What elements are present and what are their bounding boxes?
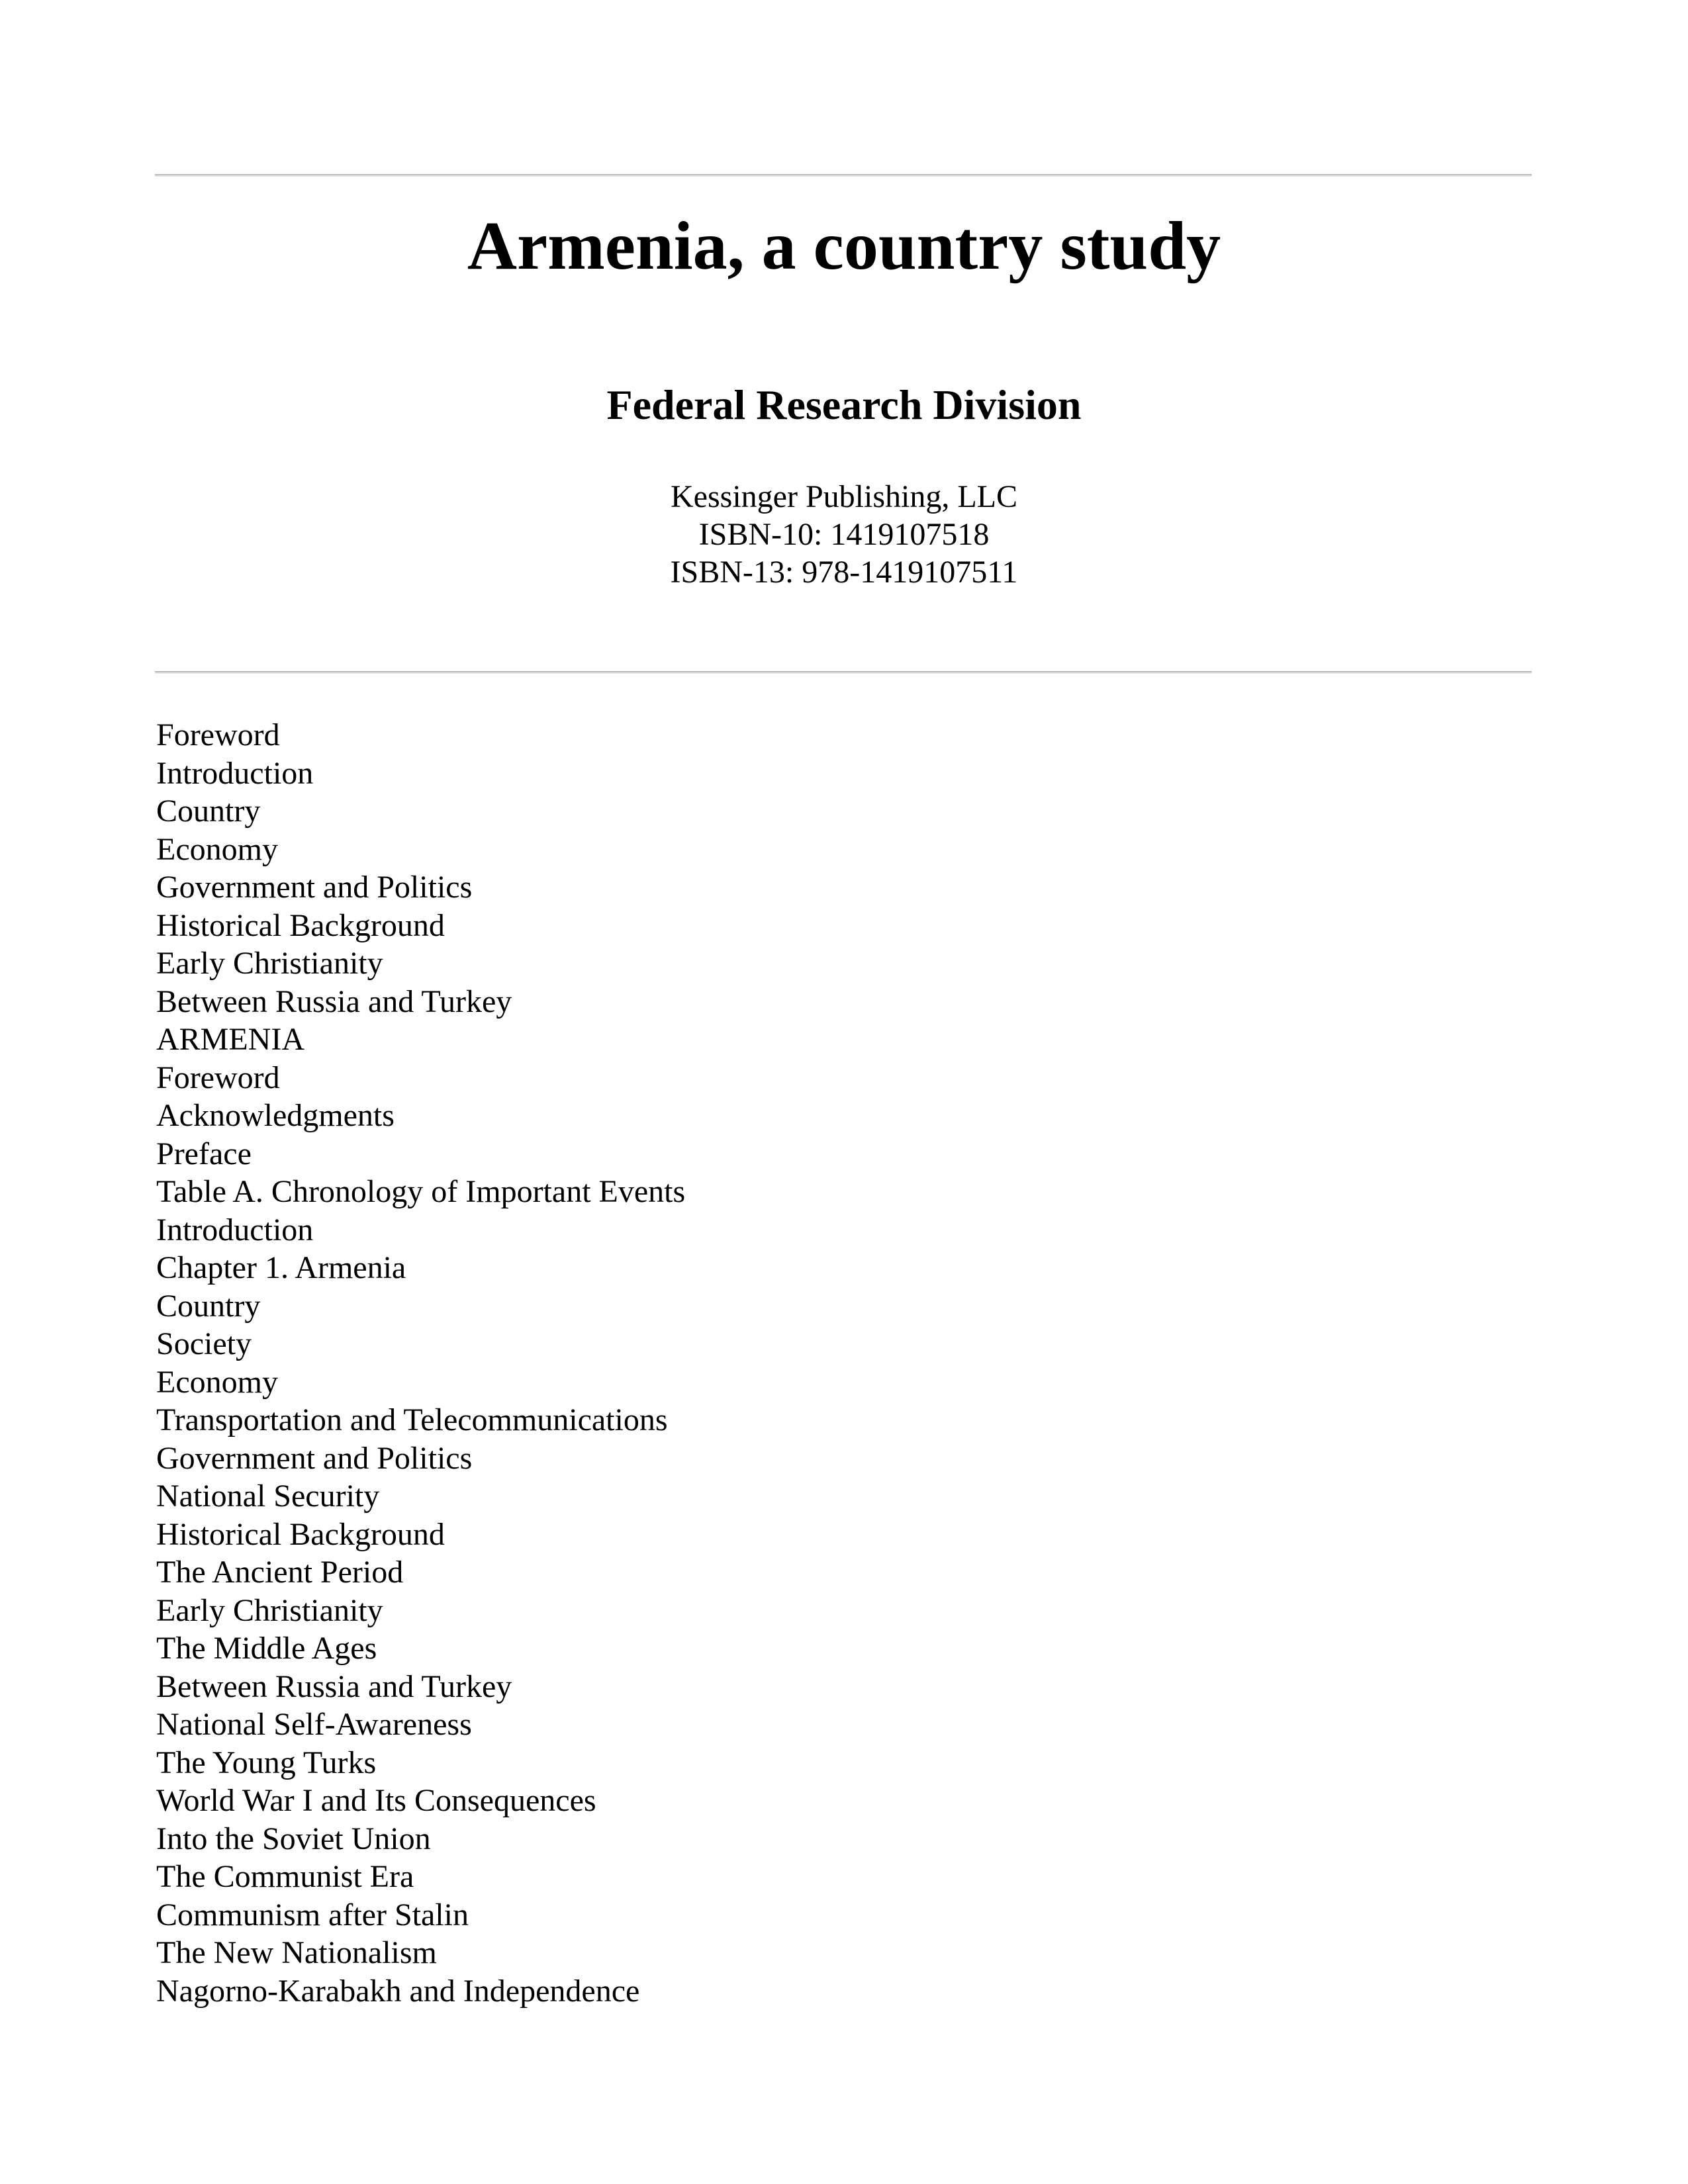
toc-item[interactable]: National Security (156, 1479, 380, 1514)
toc-item[interactable]: Chapter 1. Armenia (156, 1250, 406, 1285)
toc-item[interactable]: Table A. Chronology of Important Events (156, 1174, 686, 1209)
toc-item[interactable]: Government and Politics (156, 1440, 473, 1476)
toc-item[interactable]: Early Christianity (156, 1592, 383, 1628)
toc-item[interactable]: Historical Background (156, 1516, 445, 1552)
toc-item[interactable]: Introduction (156, 1212, 314, 1248)
toc-item[interactable]: The Communist Era (156, 1859, 414, 1894)
toc-item[interactable]: Historical Background (156, 907, 445, 943)
isbn-13: ISBN-13: 978-1419107511 (670, 555, 1018, 590)
toc-item[interactable]: Country (156, 794, 261, 829)
top-divider (155, 174, 1532, 177)
toc-item[interactable]: Foreword (156, 1060, 280, 1095)
toc-item[interactable]: Economy (156, 831, 278, 867)
toc-item[interactable]: Transportation and Telecommunications (156, 1402, 668, 1437)
toc-item[interactable]: The Middle Ages (156, 1631, 377, 1666)
toc-item[interactable]: ARMENIA (156, 1022, 305, 1057)
document-title: Armenia, a country study (467, 208, 1221, 284)
toc-item[interactable]: Government and Politics (156, 870, 473, 905)
toc-item[interactable]: The Young Turks (156, 1745, 377, 1780)
toc-item[interactable]: Country (156, 1288, 261, 1324)
toc-item[interactable]: The New Nationalism (156, 1935, 437, 1970)
toc-item[interactable]: Introduction (156, 755, 314, 791)
isbn-10: ISBN-10: 1419107518 (698, 517, 990, 552)
toc-item[interactable]: Foreword (156, 717, 280, 752)
section-divider (155, 671, 1532, 674)
toc-item[interactable]: National Self-Awareness (156, 1707, 472, 1742)
table-of-contents (156, 716, 685, 2010)
toc-item[interactable]: Into the Soviet Union (156, 1821, 431, 1856)
toc-item[interactable]: Between Russia and Turkey (156, 983, 512, 1019)
toc-item[interactable]: Between Russia and Turkey (156, 1668, 512, 1704)
toc-item[interactable]: The Ancient Period (156, 1555, 404, 1590)
toc-item[interactable]: Acknowledgments (156, 1098, 395, 1133)
author-name: Federal Research Division (606, 381, 1082, 428)
toc-item[interactable]: Economy (156, 1364, 278, 1400)
toc-item[interactable]: Society (156, 1326, 252, 1361)
toc-item[interactable]: Early Christianity (156, 946, 383, 981)
toc-item[interactable]: Preface (156, 1136, 252, 1171)
toc-item[interactable]: World War I and Its Consequences (156, 1783, 596, 1818)
publication-info (0, 478, 1688, 591)
publisher: Kessinger Publishing, LLC (671, 479, 1017, 514)
toc-item[interactable]: Nagorno-Karabakh and Independence (156, 1973, 640, 2009)
toc-item[interactable]: Communism after Stalin (156, 1897, 469, 1933)
